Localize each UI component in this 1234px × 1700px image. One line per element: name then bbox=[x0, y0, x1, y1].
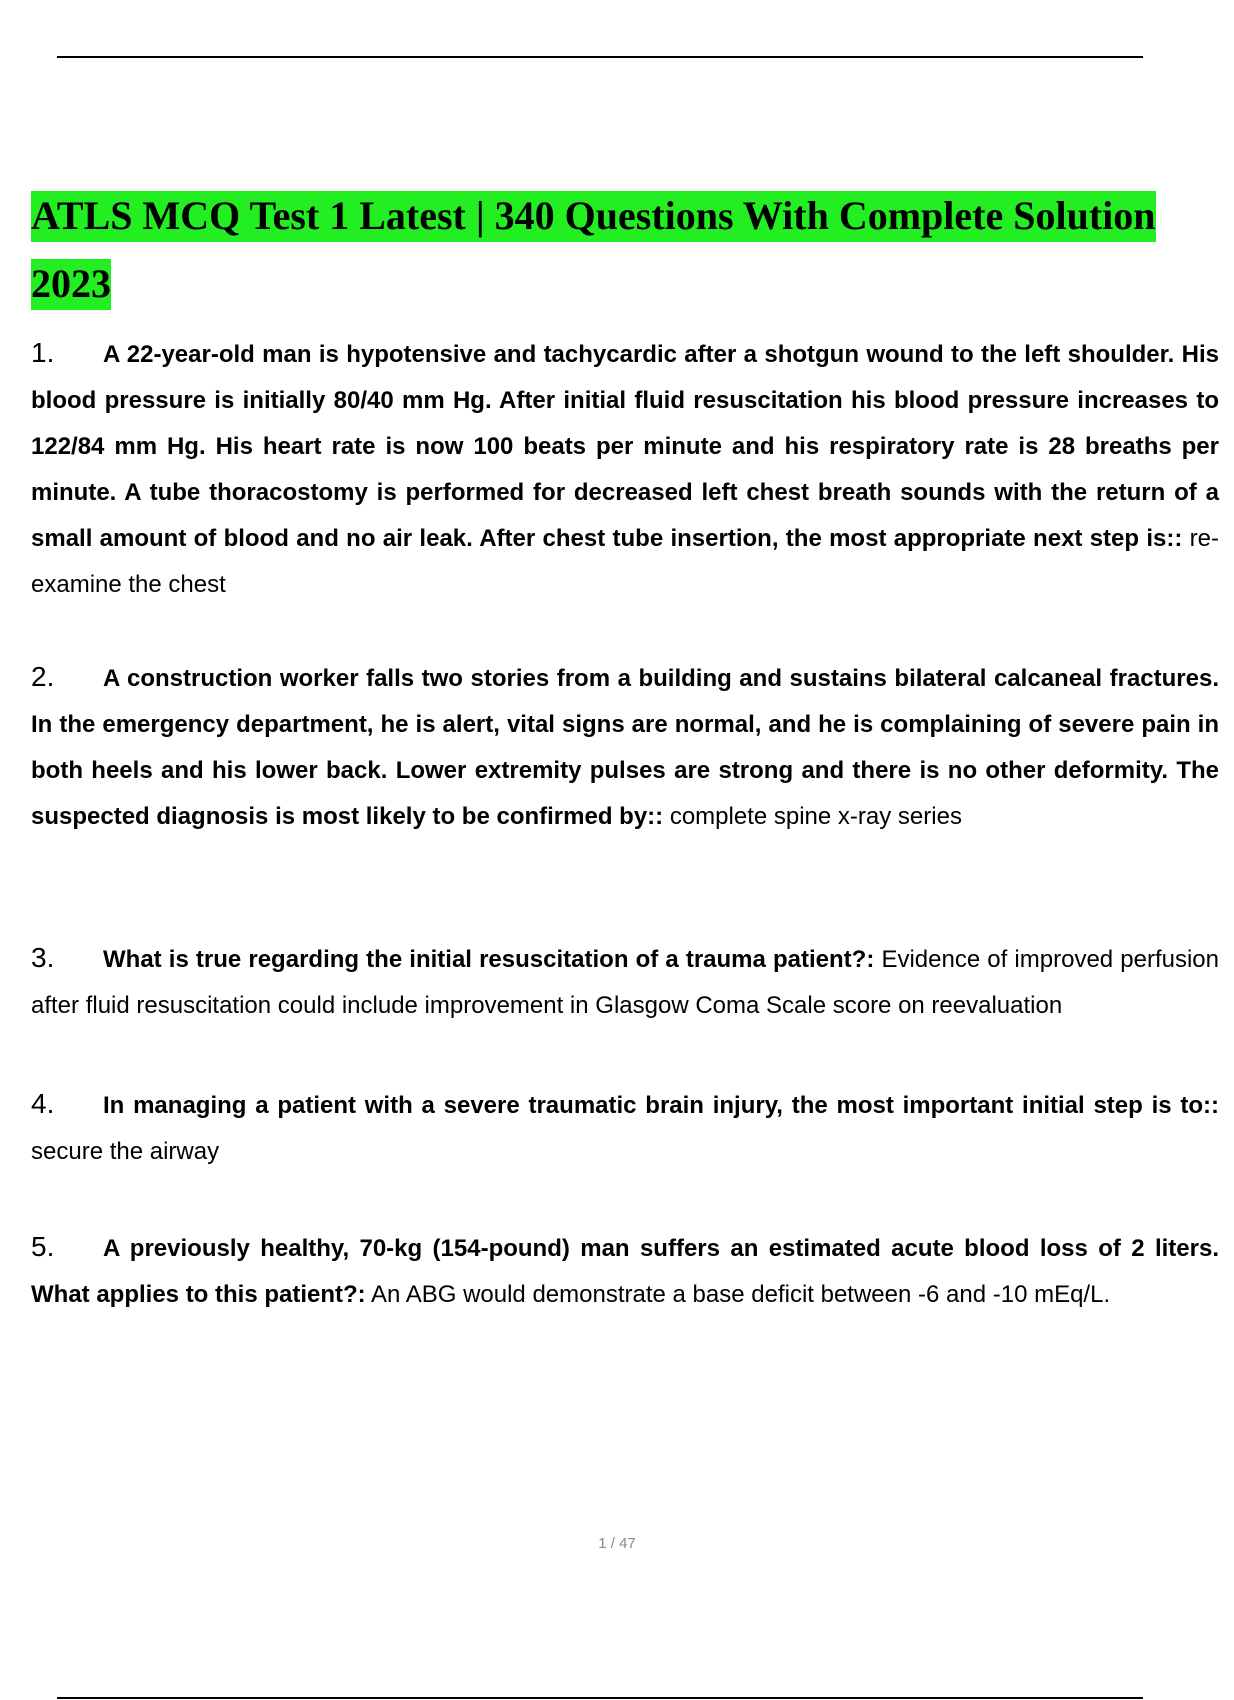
question-item bbox=[31, 330, 1219, 608]
question-item bbox=[31, 654, 1219, 840]
question-text: A previously healthy, 70-kg (154-pound) man suffers an estimated acute blood loss of 2 liters. What applies to this patient?: bbox=[31, 1235, 1219, 1308]
title-highlight: ATLS MCQ Test 1 Latest | 340 Questions With Complete Solution 2023 bbox=[31, 191, 1156, 310]
question-item bbox=[31, 935, 1219, 1029]
question-answer: An ABG would demonstrate a base deficit between -6 and -10 mEq/L. bbox=[371, 1281, 1111, 1308]
question-number: 2. bbox=[31, 661, 55, 692]
bottom-rule bbox=[57, 1697, 1143, 1699]
document-title bbox=[31, 182, 1181, 318]
question-answer: Evidence of improved perfusion after fluid resuscitation could include improvement in Glasgow Coma Scale score on reevaluation bbox=[31, 946, 1219, 1019]
question-number: 5. bbox=[31, 1231, 55, 1262]
question-answer: secure the airway bbox=[31, 1138, 220, 1165]
question-item bbox=[31, 1224, 1219, 1318]
question-answer: complete spine x-ray series bbox=[669, 803, 962, 830]
top-rule bbox=[57, 56, 1143, 58]
question-number: 3. bbox=[31, 942, 55, 973]
question-answer: re-examine the chest bbox=[31, 525, 1220, 598]
question-text: What is true regarding the initial resuscitation of a trauma patient?: bbox=[103, 946, 875, 973]
question-item bbox=[31, 1081, 1219, 1175]
question-text: In managing a patient with a severe traumatic brain injury, the most important initial step is to:: bbox=[103, 1092, 1219, 1119]
question-number: 4. bbox=[31, 1088, 55, 1119]
question-number: 1. bbox=[31, 337, 55, 368]
question-text: A construction worker falls two stories from a building and sustains bilateral calcaneal fractures. In the emergency department, he is alert, vital signs are normal, and he is complaining of severe pain in both heels and his lower back. Lower extremity pulses are strong and there is no other deformity. The suspected diagnosis is most likely to be confirmed by:: bbox=[31, 665, 1219, 830]
question-text: A 22-year-old man is hypotensive and tachycardic after a shotgun wound to the left shoulder. His blood pressure is initially 80/40 mm Hg. After initial fluid resuscitation his blood pressure increases to 122/84 mm Hg. His heart rate is now 100 beats per minute and his respiratory rate is 28 breaths per minute. A tube thoracostomy is performed for decreased left chest breath sounds with the return of a small amount of blood and no air leak. After chest tube insertion, the most appropriate next step is:: bbox=[31, 341, 1219, 552]
page-indicator: 1 / 47 bbox=[598, 1535, 636, 1552]
